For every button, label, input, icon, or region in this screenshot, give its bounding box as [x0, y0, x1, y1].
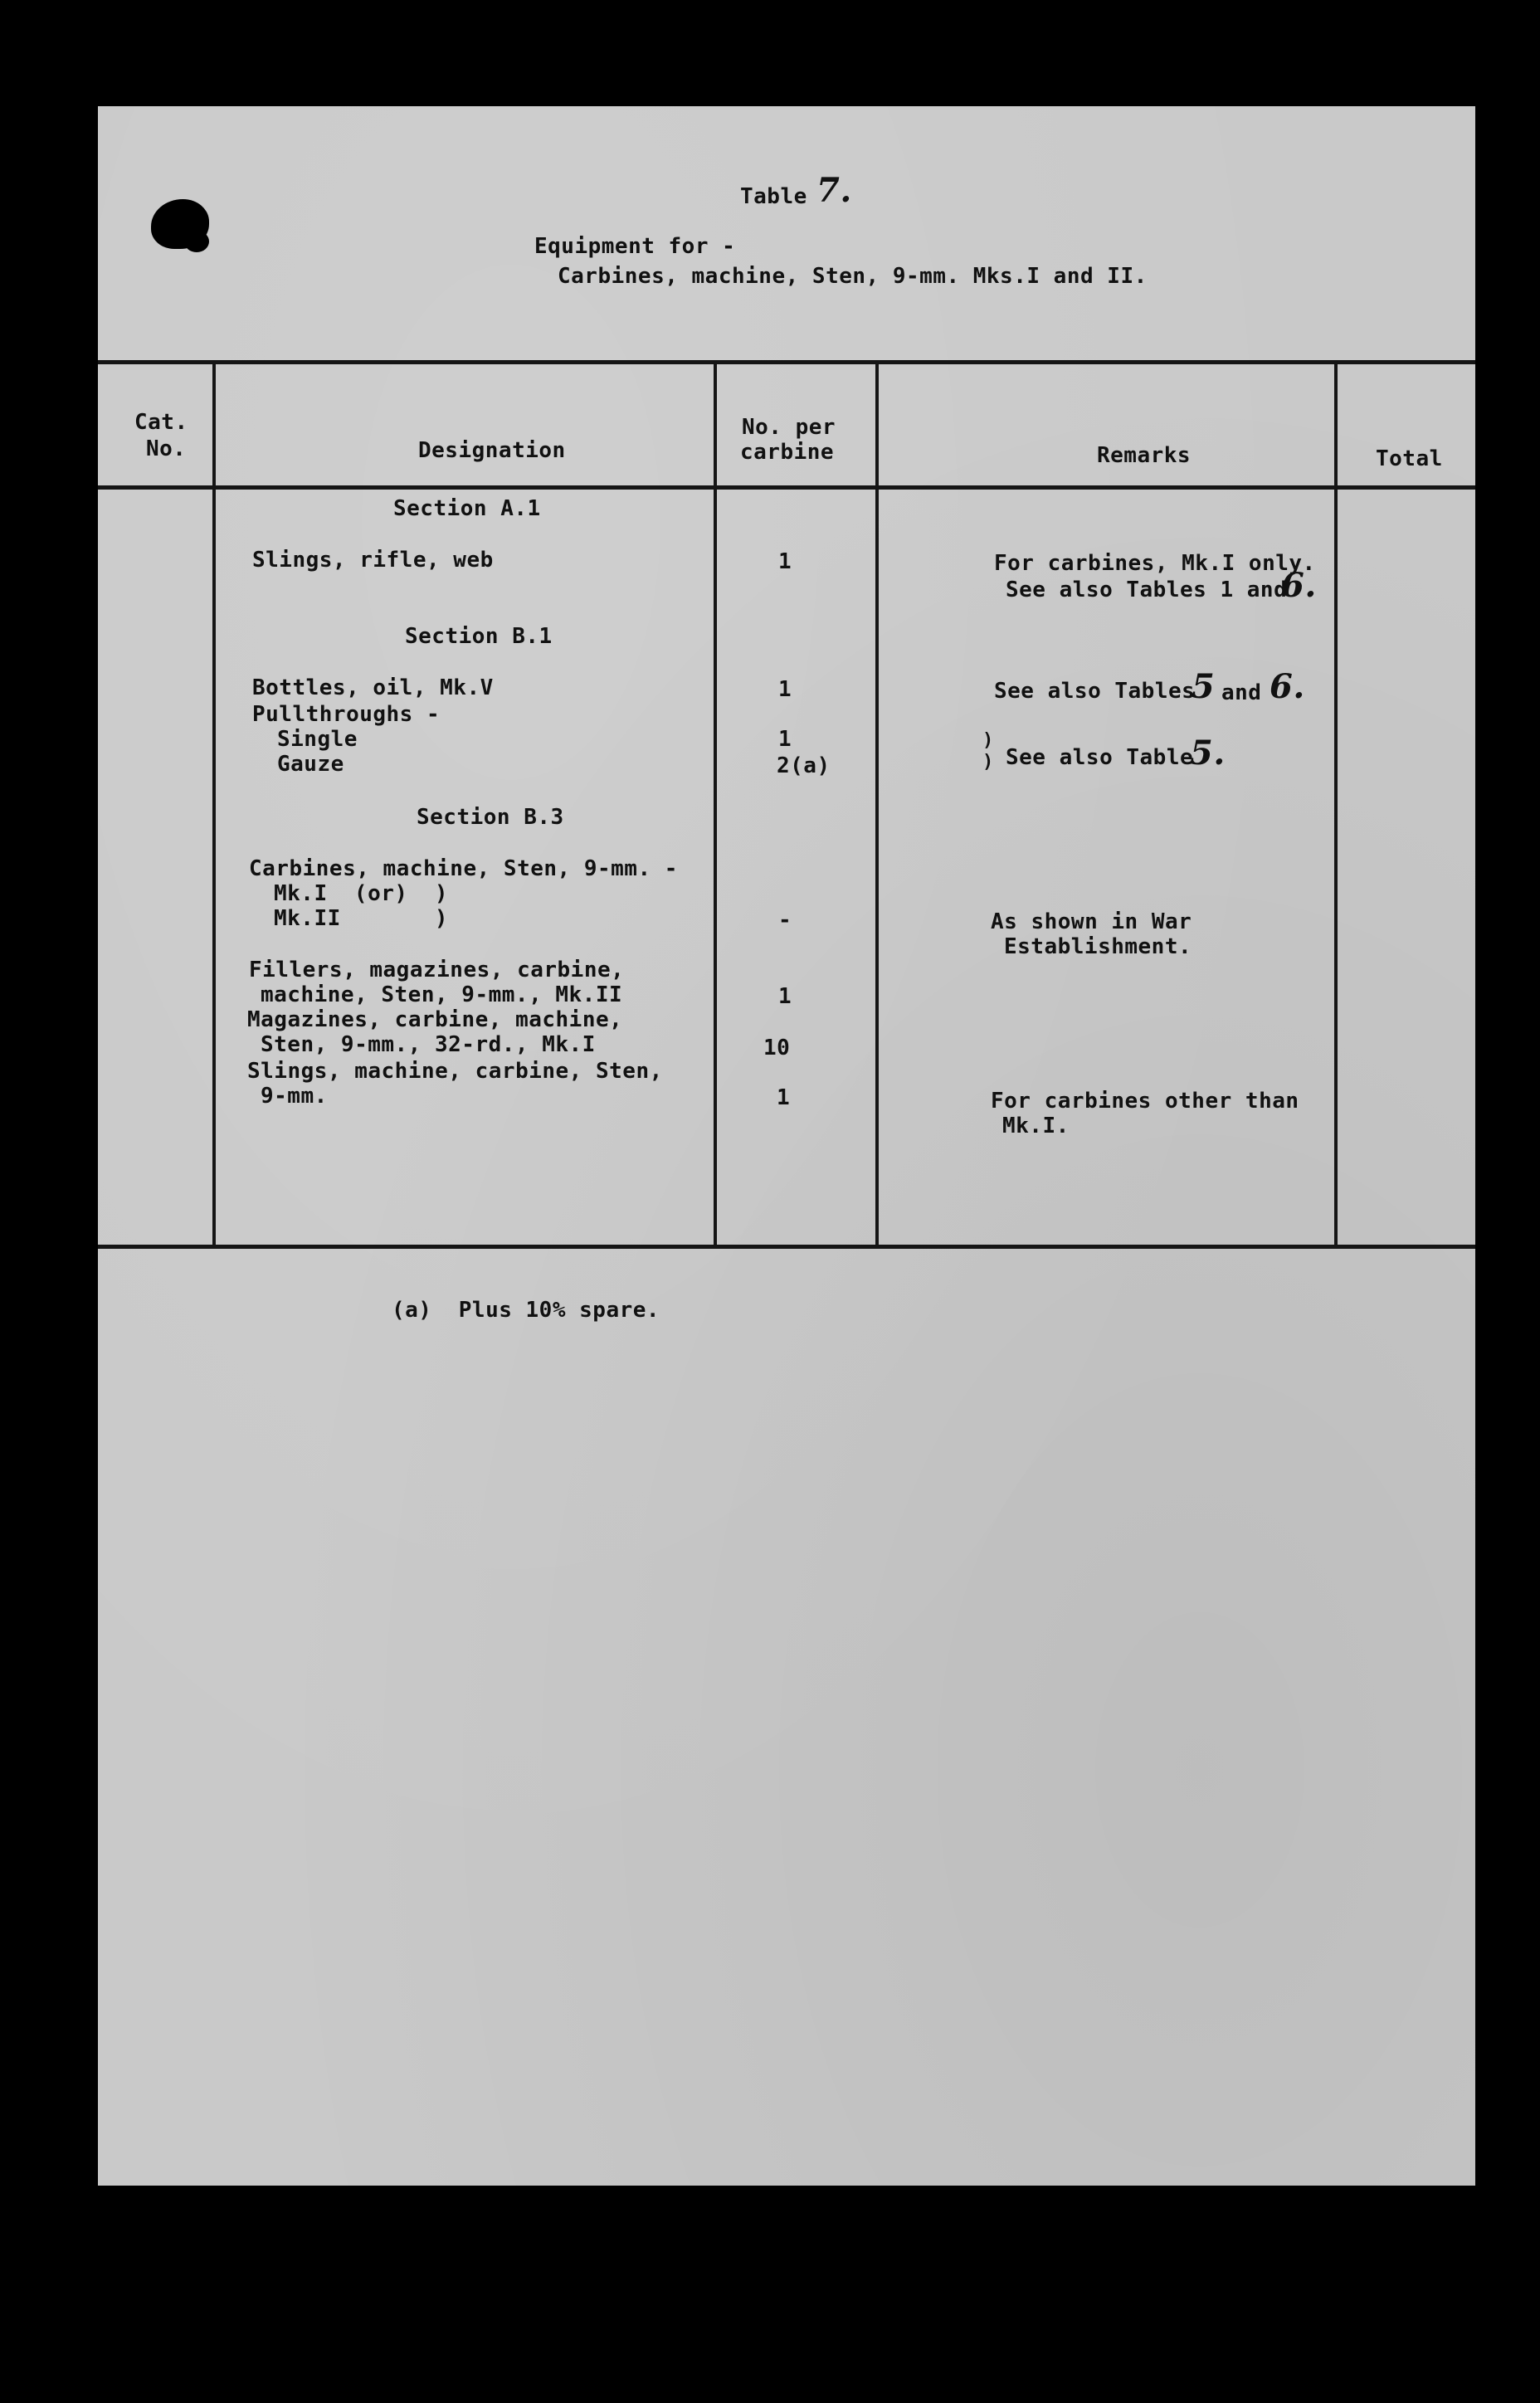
section-b1: Section B.1 — [405, 624, 553, 649]
qty-slings-rifle: 1 — [778, 549, 792, 574]
footnote: (a) Plus 10% spare. — [392, 1298, 660, 1323]
remark-bottles-oil: See also Tables — [994, 679, 1196, 704]
col-header-total: Total — [1376, 446, 1443, 471]
designation-fillers-2: machine, Sten, 9-mm., Mk.II — [261, 982, 623, 1007]
col-header-designation: Designation — [418, 438, 566, 463]
designation-fillers-1: Fillers, magazines, carbine, — [249, 958, 625, 982]
table-top-rule — [98, 360, 1475, 364]
col-header-remarks: Remarks — [1097, 443, 1192, 468]
remark-carbines-2: Establishment. — [1004, 934, 1192, 959]
title-line-2: Carbines, machine, Sten, 9-mm. Mks.I and II. — [558, 264, 1148, 289]
qty-single: 1 — [778, 727, 792, 752]
designation-carbines-2: Mk.I (or) ) — [274, 881, 448, 906]
column-rule-4 — [1334, 362, 1338, 1248]
column-rule-1 — [212, 362, 216, 1248]
designation-carbines-1: Carbines, machine, Sten, 9-mm. - — [249, 856, 678, 881]
qty-bottles-oil: 1 — [778, 677, 792, 702]
qty-fillers: 1 — [778, 984, 792, 1009]
remark-gauze: See also Table — [1006, 745, 1194, 770]
remark-bracket: ) ) — [982, 730, 994, 773]
remark-slings-machine-1: For carbines other than — [991, 1089, 1299, 1114]
designation-bottles-oil: Bottles, oil, Mk.V — [252, 675, 494, 700]
table-bottom-rule — [98, 1245, 1475, 1249]
qty-carbines: - — [778, 908, 792, 933]
remark-slings-machine-2: Mk.I. — [1002, 1114, 1070, 1138]
designation-slings-rifle: Slings, rifle, web — [252, 548, 494, 573]
remark-gauze-hand: 5. — [1190, 734, 1226, 773]
column-rule-2 — [714, 362, 717, 1248]
header-bottom-rule — [98, 485, 1475, 490]
remark-bottles-oil-and: and — [1221, 680, 1262, 705]
col-header-no-per-1: No. per — [742, 415, 836, 440]
column-rule-3 — [875, 362, 879, 1248]
designation-slings-machine-2: 9-mm. — [261, 1084, 328, 1109]
remark-carbines-1: As shown in War — [991, 909, 1192, 934]
col-header-cat-1: Cat. — [134, 410, 188, 435]
designation-single: Single — [277, 727, 358, 752]
designation-magazines-1: Magazines, carbine, machine, — [247, 1007, 623, 1032]
title-line-1: Equipment for - — [534, 234, 736, 259]
ink-blot — [151, 199, 209, 249]
section-a1: Section A.1 — [393, 496, 541, 521]
remark-slings-rifle-hand: 6. — [1281, 566, 1317, 605]
remark-slings-rifle-1: For carbines, Mk.I only. — [994, 551, 1316, 576]
col-header-cat-2: No. — [146, 436, 187, 461]
table-label: Table — [740, 184, 807, 209]
remark-bottles-oil-hand-1: 5 — [1192, 667, 1216, 706]
qty-magazines: 10 — [763, 1036, 791, 1060]
designation-carbines-3: Mk.II ) — [274, 906, 448, 931]
remark-bottles-oil-hand-2: 6. — [1270, 667, 1305, 706]
designation-magazines-2: Sten, 9-mm., 32-rd., Mk.I — [261, 1032, 596, 1057]
qty-slings-machine: 1 — [777, 1085, 791, 1110]
designation-slings-machine-1: Slings, machine, carbine, Sten, — [247, 1059, 663, 1084]
qty-gauze: 2(a) — [777, 753, 831, 778]
remark-slings-rifle-2: See also Tables 1 and — [1006, 578, 1288, 602]
designation-gauze: Gauze — [277, 752, 344, 777]
col-header-no-per-2: carbine — [740, 440, 835, 465]
designation-pullthroughs: Pullthroughs - — [252, 702, 441, 727]
section-b3: Section B.3 — [417, 805, 564, 830]
table-number: 7. — [816, 171, 852, 210]
